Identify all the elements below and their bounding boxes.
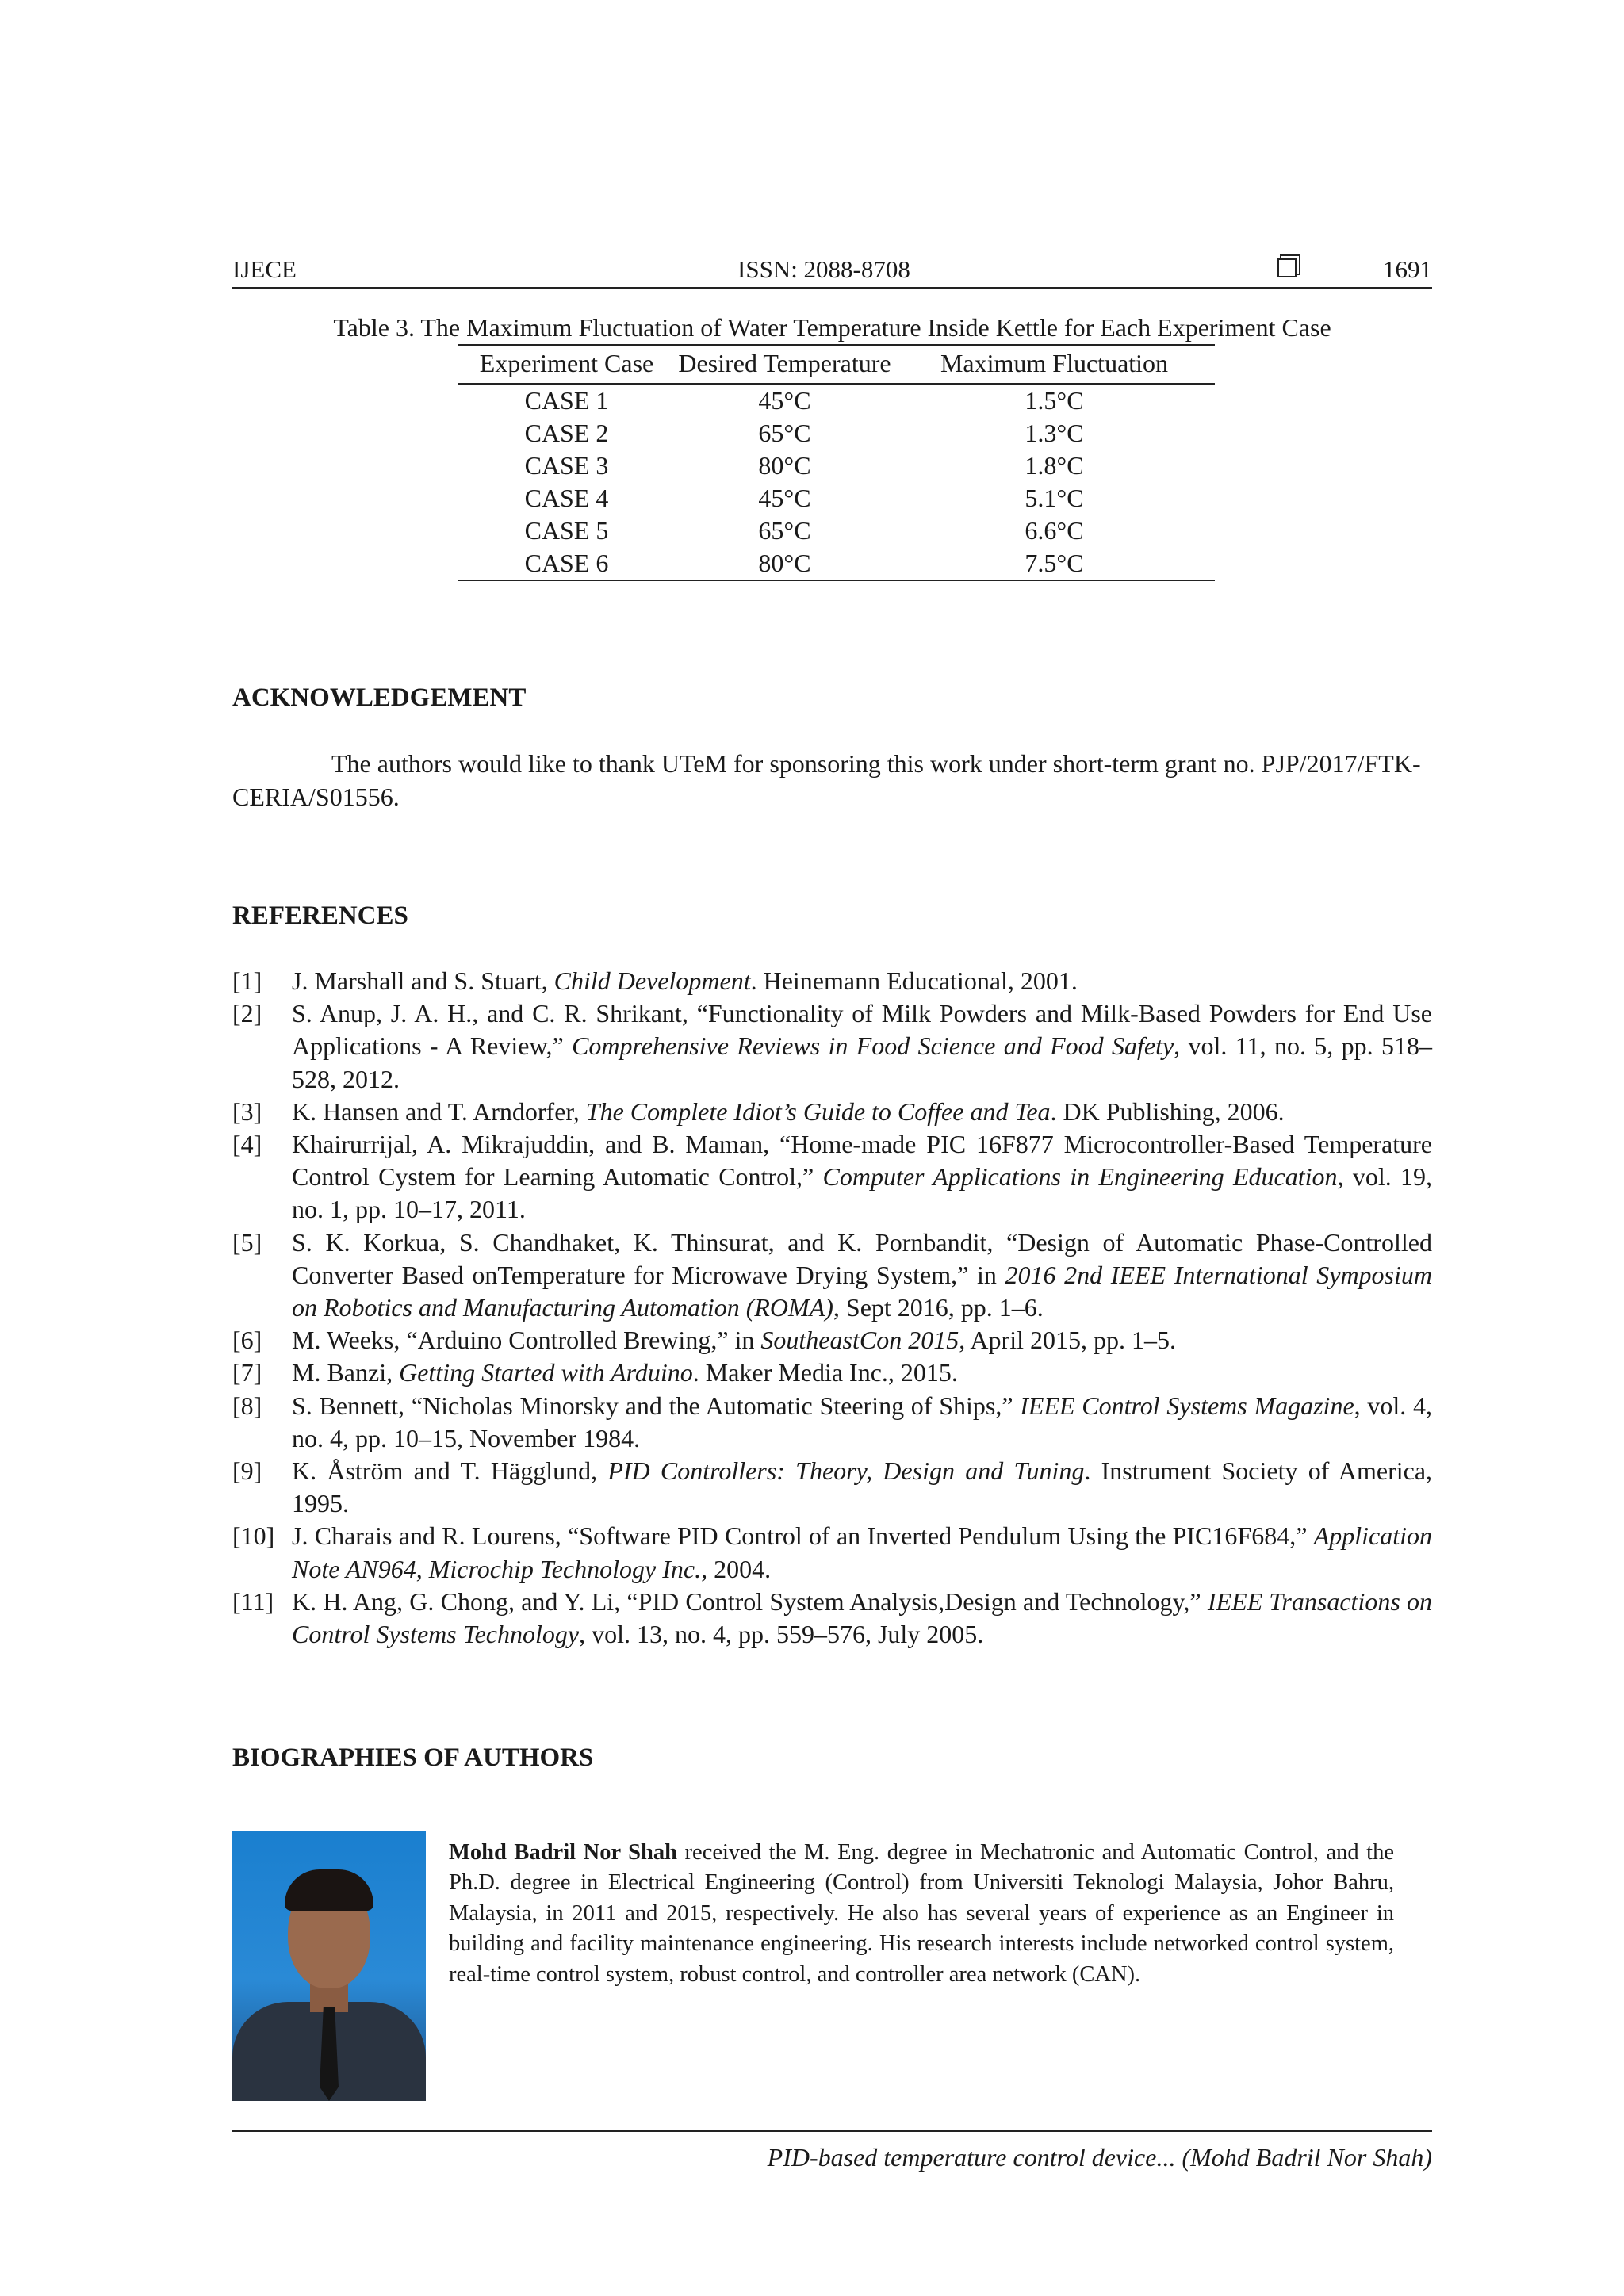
reference-item bbox=[232, 1455, 1432, 1520]
table-cell: 80°C bbox=[676, 547, 894, 580]
reference-text: Khairurrijal, A. Mikrajuddin, and B. Maman, “Home-made PIC 16F877 Microcontroller-Based Temperature Control Cystem for Learning Automatic Control,” bbox=[292, 1130, 1432, 1192]
table-cell: 1.8°C bbox=[1025, 451, 1084, 480]
reference-source: Getting Started with Arduino bbox=[399, 1358, 693, 1387]
reference-item bbox=[232, 1520, 1432, 1585]
table-cell: CASE 4 bbox=[524, 484, 609, 512]
author-name: Mohd Badril Nor Shah bbox=[449, 1840, 677, 1865]
table-cell: CASE 5 bbox=[524, 516, 609, 545]
table-cell: 5.1°C bbox=[1025, 484, 1084, 512]
results-table bbox=[458, 344, 1215, 581]
reference-text: K. Hansen and T. Arndorfer, bbox=[292, 1096, 586, 1126]
table-cell: CASE 1 bbox=[524, 386, 609, 415]
reference-source: 2016 2nd IEEE International Symposium on Robotics and Manufacturing Automation (ROMA) bbox=[292, 1260, 1433, 1322]
page-number: 1691 bbox=[1383, 255, 1432, 283]
column-header: Maximum Fluctuation bbox=[894, 345, 1215, 384]
reference-item bbox=[232, 1128, 1432, 1226]
reference-source: Child Development bbox=[553, 966, 751, 995]
reference-details: . Instrument Society of America, 1995. bbox=[292, 1456, 1433, 1518]
reference-item bbox=[232, 1586, 1432, 1651]
reference-details: . DK Publishing, 2006. bbox=[1050, 1096, 1285, 1126]
reference-source: Comprehensive Reviews in Food Science and Food Safety bbox=[572, 1031, 1174, 1061]
table-cell: 6.6°C bbox=[1025, 516, 1084, 545]
table-row bbox=[458, 547, 1215, 580]
reference-number: [10] bbox=[232, 1521, 275, 1551]
reference-details: , 2004. bbox=[701, 1554, 772, 1583]
references-heading: REFERENCES bbox=[232, 901, 408, 930]
reference-source: PID Controllers: Theory, Design and Tuning bbox=[607, 1456, 1085, 1486]
reference-details: , vol. 4, no. 4, pp. 10–15, November 1984. bbox=[292, 1391, 1433, 1452]
table-cell: CASE 2 bbox=[524, 419, 609, 447]
reference-details: , April 2015, pp. 1–5. bbox=[959, 1326, 1176, 1355]
table-cell: 1.3°C bbox=[1025, 419, 1084, 447]
reference-details: . Maker Media Inc., 2015. bbox=[692, 1358, 958, 1387]
reference-source: The Complete Idiot’s Guide to Coffee and Tea bbox=[585, 1096, 1051, 1126]
table-caption: Table 3. The Maximum Fluctuation of Water Temperature Inside Kettle for Each Experiment Case bbox=[333, 313, 1331, 342]
table-cell: 65°C bbox=[758, 516, 811, 545]
table-cell: 65°C bbox=[758, 419, 811, 447]
table-row bbox=[458, 515, 1215, 547]
reference-number: [11] bbox=[232, 1586, 274, 1616]
reference-item bbox=[232, 965, 1432, 997]
reference-details: , vol. 13, no. 4, pp. 559–576, July 2005. bbox=[579, 1620, 984, 1649]
reference-item bbox=[232, 997, 1432, 1096]
author-photo bbox=[232, 1831, 426, 2101]
reference-number: [3] bbox=[232, 1096, 262, 1126]
reference-source: Application Note AN964, Microchip Technology Inc. bbox=[292, 1521, 1432, 1583]
author-bio bbox=[449, 1838, 1394, 1990]
reference-list bbox=[232, 965, 1432, 1651]
reference-item bbox=[232, 1357, 1432, 1389]
reference-number: [9] bbox=[232, 1456, 262, 1486]
table-cell: 7.5°C bbox=[894, 547, 1215, 580]
reference-text: K. Åström and T. Hägglund, bbox=[292, 1456, 608, 1486]
reference-details: , vol. 19, no. 1, pp. 10–17, 2011. bbox=[292, 1162, 1433, 1224]
table-cell: 45°C bbox=[758, 386, 811, 415]
reference-item bbox=[232, 1096, 1432, 1128]
reference-item bbox=[232, 1226, 1432, 1325]
table-cell: 1.5°C bbox=[1025, 386, 1084, 415]
table-body bbox=[458, 384, 1215, 580]
table-row bbox=[458, 417, 1215, 450]
running-title: PID-based temperature control device... (Mohd Badril Nor Shah) bbox=[767, 2143, 1432, 2172]
biographies-heading: BIOGRAPHIES OF AUTHORS bbox=[232, 1743, 594, 1772]
reference-text: M. Banzi, bbox=[292, 1358, 400, 1387]
reference-source: IEEE Transactions on Control Systems Technology bbox=[292, 1586, 1433, 1649]
table-header-row bbox=[458, 345, 1215, 384]
reference-text: M. Weeks, “Arduino Controlled Brewing,” in bbox=[292, 1326, 761, 1355]
table-cell: 45°C bbox=[758, 484, 811, 512]
issn: ISSN: 2088-8708 bbox=[737, 255, 910, 283]
bio-text: received the M. Eng. degree in Mechatronic and Automatic Control, and the Ph.D. degree in Electrical Engineering (Control) from Universiti Teknologi Malaysia, Johor Bahru, Malaysia, in 2011 and 2015, respectively. He also has several years of experience as an Engineer in building and facility maintenance engineering. His research interests include networked control system, real-time control system, robust control, and controller area network (CAN). bbox=[449, 1840, 1394, 1987]
box-symbol-icon bbox=[1277, 258, 1297, 277]
reference-number: [6] bbox=[232, 1326, 262, 1355]
acknowledgement-text: The authors would like to thank UTeM for sponsoring this work under short-term grant no. PJP/2017/FTK-CERIA/S01556. bbox=[232, 749, 1421, 811]
column-header: Desired Temperature bbox=[676, 345, 894, 384]
reference-text: S. Bennett, “Nicholas Minorsky and the Automatic Steering of Ships,” bbox=[292, 1391, 1021, 1420]
reference-source: IEEE Control Systems Magazine bbox=[1020, 1391, 1354, 1420]
reference-number: [8] bbox=[232, 1391, 262, 1420]
reference-text: K. H. Ang, G. Chong, and Y. Li, “PID Control System Analysis,Design and Technology,” bbox=[292, 1586, 1208, 1616]
column-header: Experiment Case bbox=[458, 345, 676, 384]
reference-text: S. Anup, J. A. H., and C. R. Shrikant, “Functionality of Milk Powders and Milk-Based Powders for End Use Applications - A Review,” bbox=[292, 999, 1432, 1061]
journal-name: IJECE bbox=[232, 255, 297, 283]
reference-item bbox=[232, 1390, 1432, 1455]
table-cell: CASE 6 bbox=[458, 547, 676, 580]
reference-text: S. K. Korkua, S. Chandhaket, K. Thinsurat, and K. Pornbandit, “Design of Automatic Phase-Controlled Converter Based onTemperature for Microwave Drying System,” in bbox=[292, 1227, 1432, 1289]
reference-number: [2] bbox=[232, 999, 262, 1028]
running-header bbox=[232, 251, 1432, 289]
table-row bbox=[458, 482, 1215, 515]
acknowledgement-heading: ACKNOWLEDGEMENT bbox=[232, 683, 527, 712]
table-row bbox=[458, 384, 1215, 417]
reference-number: [4] bbox=[232, 1130, 262, 1159]
table-cell: CASE 3 bbox=[524, 451, 609, 480]
reference-source: SoutheastCon 2015 bbox=[760, 1326, 959, 1355]
reference-source: Computer Applications in Engineering Education bbox=[822, 1162, 1338, 1192]
reference-text: J. Marshall and S. Stuart, bbox=[292, 966, 554, 995]
table-cell: 80°C bbox=[758, 451, 811, 480]
table-row bbox=[458, 450, 1215, 482]
reference-details: , vol. 11, no. 5, pp. 518–528, 2012. bbox=[292, 1031, 1433, 1093]
reference-number: [1] bbox=[232, 966, 262, 995]
reference-item bbox=[232, 1324, 1432, 1357]
reference-number: [5] bbox=[232, 1227, 262, 1257]
reference-details: . Heinemann Educational, 2001. bbox=[750, 966, 1078, 995]
reference-text: J. Charais and R. Lourens, “Software PID Control of an Inverted Pendulum Using the PIC16F684,” bbox=[292, 1521, 1314, 1551]
reference-number: [7] bbox=[232, 1358, 262, 1387]
footer-rule bbox=[232, 2130, 1432, 2132]
reference-details: , Sept 2016, pp. 1–6. bbox=[833, 1293, 1044, 1322]
